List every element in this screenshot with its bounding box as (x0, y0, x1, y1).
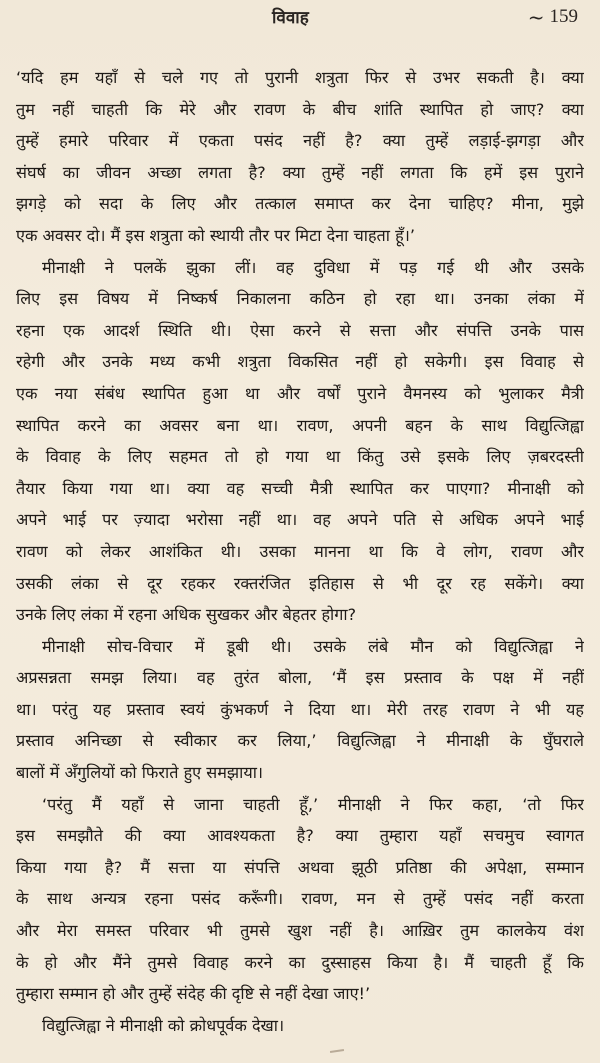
paragraph (16, 252, 584, 631)
text-line: और मेरा समस्त परिवार भी तुमसे खुश नहीं है। आख़िर तुम कालकेय वंश (16, 921, 584, 941)
chapter-title: विवाह (272, 8, 309, 28)
text-line: अप्रसन्नता समझ लिया। वह तुरंत बोला, ‘मैं इस प्रस्ताव के पक्ष में नहीं (16, 668, 584, 688)
text-line: लिए इस विषय में निष्कर्ष निकालना कठिन हो रहा था। उनका लंका में (16, 289, 584, 309)
text-line: किया गया है? मैं सत्ता या संपत्ति अथवा झूठी प्रतिष्ठा की अपेक्षा, सम्मान (16, 857, 584, 877)
swash-ornament-icon: ~ (527, 5, 545, 29)
text-line: उसकी लंका से दूर रहकर रक्तरंजित इतिहास से भी दूर रह सकेंगे। क्या (16, 573, 584, 593)
text-line: के साथ अन्यत्र रहना पसंद करूँगी। रावण, मन से तुम्हें पसंद नहीं करता (16, 889, 584, 909)
text-line: एक नया संबंध स्थापित हुआ था और वर्षों पुराने वैमनस्य को भुलाकर मैत्री (16, 383, 584, 403)
text-line: प्रस्ताव अनिच्छा से स्वीकार कर लिया,’ विद्युत्जिह्वा ने मीनाक्षी के घुँघराले (16, 731, 584, 751)
text-line: मीनाक्षी सोच-विचार में डूबी थी। उसके लंबे मौन को विद्युत्जिह्वा ने (42, 636, 584, 656)
body-text (16, 62, 584, 1041)
text-line: मीनाक्षी ने पलकें झुका लीं। वह दुविधा में पड़ गई थी और उसके (42, 257, 584, 277)
page-number: 159 (549, 6, 578, 27)
text-line: तुम नहीं चाहती कि मेरे और रावण के बीच शांति स्थापित हो जाए? क्या (16, 99, 584, 119)
text-line: रहना एक आदर्श स्थिति थी। ऐसा करने से सत्ता और संपत्ति उनके पास (16, 320, 584, 340)
text-line: था। परंतु यह प्रस्ताव स्वयं कुंभकर्ण ने दिया था। मेरी तरह रावण ने भी यह (16, 699, 584, 719)
text-line: बालों में अँगुलियों को फिराते हुए समझाया। (16, 763, 264, 783)
text-line: रावण को लेकर आशंकित थी। उसका मानना था कि वे लोग, रावण और (16, 541, 584, 561)
paragraph (16, 62, 584, 252)
text-line: रहेगी और उनके मध्य कभी शत्रुता विकसित नहीं हो सकेगी। इस विवाह से (16, 352, 584, 372)
text-line: ‘परंतु मैं यहाँ से जाना चाहती हूँ,’ मीनाक्षी ने फिर कहा, ‘तो फिर (42, 794, 584, 814)
page-number-group (528, 6, 578, 28)
text-line: झगड़े को सदा के लिए और तत्काल समाप्त कर देना चाहिए? मीना, मुझे (16, 194, 584, 214)
text-line: इस समझौते की क्या आवश्यकता है? क्या तुम्हारा यहाँ सचमुच स्वागत (16, 826, 584, 846)
text-line: तुम्हें हमारे परिवार में एकता पसंद नहीं है? क्या तुम्हें लड़ाई-झगड़ा और (16, 131, 584, 151)
text-line: तुम्हारा सम्मान हो और तुम्हें संदेह की दृष्टि से नहीं देखा जाए!’ (16, 984, 371, 1004)
paragraph (16, 631, 584, 789)
running-head (0, 2, 600, 32)
text-line: तैयार किया गया था। क्या वह सच्ची मैत्री स्थापित कर पाएगा? मीनाक्षी को (16, 478, 584, 498)
text-line: अपने भाई पर ज़्यादा भरोसा नहीं था। वह अपने पति से अधिक अपने भाई (16, 510, 584, 530)
paragraph (16, 789, 584, 1010)
text-line: स्थापित करने का अवसर बना था। रावण, अपनी बहन के साथ विद्युत्जिह्वा (16, 415, 584, 435)
paper-mark (330, 1049, 344, 1053)
text-line: के हो और मैंने तुमसे विवाह करने का दुस्साहस किया है। मैं चाहती हूँ कि (16, 952, 584, 972)
text-line: एक अवसर दो। मैं इस शत्रुता को स्थायी तौर पर मिटा देना चाहता हूँ।’ (16, 225, 415, 245)
text-line: उनके लिए लंका में रहना अधिक सुखकर और बेहतर होगा? (16, 605, 357, 625)
text-line: के विवाह के लिए सहमत तो हो गया था किंतु उसे इसके लिए ज़बरदस्ती (16, 447, 584, 467)
text-line: संघर्ष का जीवन अच्छा लगता है? क्या तुम्हें नहीं लगता कि हमें इस पुराने (16, 162, 584, 182)
text-line: ‘यदि हम यहाँ से चले गए तो पुरानी शत्रुता फिर से उभर सकती है। क्या (16, 68, 584, 87)
text-line: विद्युत्जिह्वा ने मीनाक्षी को क्रोधपूर्वक देखा। (42, 1015, 285, 1035)
paragraph (16, 1010, 584, 1042)
